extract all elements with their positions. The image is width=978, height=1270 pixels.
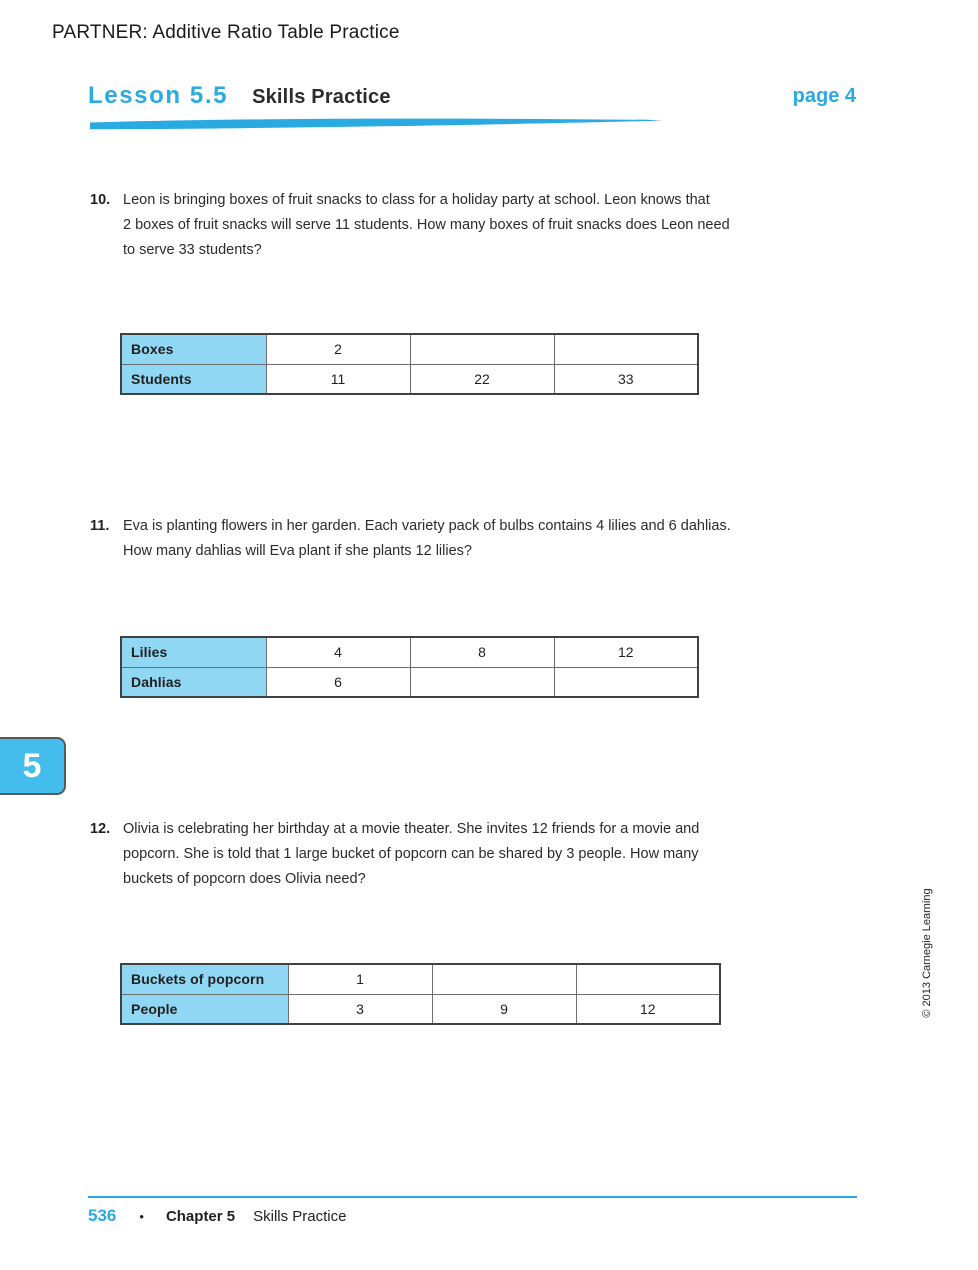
chapter-tab: [0, 737, 66, 795]
problem-number: 11.: [90, 518, 110, 534]
footer-bullet-icon: •: [139, 1209, 144, 1224]
table-cell: 6: [266, 667, 410, 697]
row-header: Students: [121, 364, 266, 394]
ratio-table-problem-11: [120, 636, 699, 698]
problem-text-line: to serve 33 students?: [123, 242, 262, 258]
table-row: [121, 334, 698, 364]
lesson-subtitle: Skills Practice: [252, 86, 391, 108]
footer-chapter-label: Chapter 5: [165, 1208, 236, 1225]
table-row: [121, 964, 720, 994]
footer-page-number: 536: [88, 1206, 117, 1225]
swoosh-underline: [88, 115, 666, 135]
problem-text-line: Olivia is celebrating her birthday at a movie theater. She invites 12 friends for a movie and: [123, 821, 700, 837]
lesson-title: Lesson 5.5: [88, 82, 229, 109]
table-row: [121, 994, 720, 1024]
problem-text-line: Eva is planting flowers in her garden. Each variety pack of bulbs contains 4 lilies and 6 dahlias.: [123, 518, 731, 534]
problem-text: [123, 514, 731, 564]
row-header: Lilies: [121, 637, 266, 667]
table-cell: 2: [266, 334, 410, 364]
table-row: [121, 637, 698, 667]
table-cell: 9: [432, 994, 576, 1024]
row-header: Dahlias: [121, 667, 266, 697]
table-cell: 3: [288, 994, 432, 1024]
table-cell-empty: [410, 667, 554, 697]
table-cell-empty: [432, 964, 576, 994]
row-header: People: [121, 994, 288, 1024]
problem-text: [123, 817, 699, 892]
footer-rule: [88, 1196, 857, 1198]
problem-text-line: popcorn. She is told that 1 large bucket of popcorn can be shared by 3 people. How many: [123, 846, 699, 862]
table-row: [121, 364, 698, 394]
page-label: page 4: [792, 85, 856, 107]
problem-number: 12.: [90, 821, 111, 837]
table-cell-empty: [410, 334, 554, 364]
footer-section-label: Skills Practice: [253, 1208, 347, 1225]
problem-11: [90, 514, 731, 564]
chapter-tab-number: 5: [22, 747, 42, 785]
problem-text: [123, 188, 730, 263]
table-cell-empty: [576, 964, 720, 994]
lesson-header: [88, 82, 391, 110]
problem-text-line: buckets of popcorn does Olivia need?: [123, 871, 366, 887]
table-cell-empty: [554, 667, 698, 697]
table-cell: 8: [410, 637, 554, 667]
problem-number: 10.: [90, 192, 111, 208]
problem-10: [90, 188, 730, 263]
footer: [88, 1206, 346, 1226]
problem-text-line: How many dahlias will Eva plant if she plants 12 lilies?: [123, 543, 472, 559]
table-cell: 11: [266, 364, 410, 394]
table-cell: 12: [576, 994, 720, 1024]
table-cell: 22: [410, 364, 554, 394]
problem-12: [90, 817, 699, 892]
table-cell-empty: [554, 334, 698, 364]
ratio-table-problem-12: [120, 963, 721, 1025]
table-cell: 12: [554, 637, 698, 667]
problem-text-line: Leon is bringing boxes of fruit snacks to class for a holiday party at school. Leon knows that: [123, 192, 710, 208]
row-header: Boxes: [121, 334, 266, 364]
table-cell: 1: [288, 964, 432, 994]
table-cell: 4: [266, 637, 410, 667]
copyright-text: © 2013 Carnegie Learning: [921, 888, 933, 1018]
row-header: Buckets of popcorn: [121, 964, 288, 994]
worksheet-header-label: PARTNER: Additive Ratio Table Practice: [52, 22, 400, 43]
table-row: [121, 667, 698, 697]
problem-text-line: 2 boxes of fruit snacks will serve 11 students. How many boxes of fruit snacks does Leon need: [123, 217, 730, 233]
ratio-table-problem-10: [120, 333, 699, 395]
table-cell: 33: [554, 364, 698, 394]
